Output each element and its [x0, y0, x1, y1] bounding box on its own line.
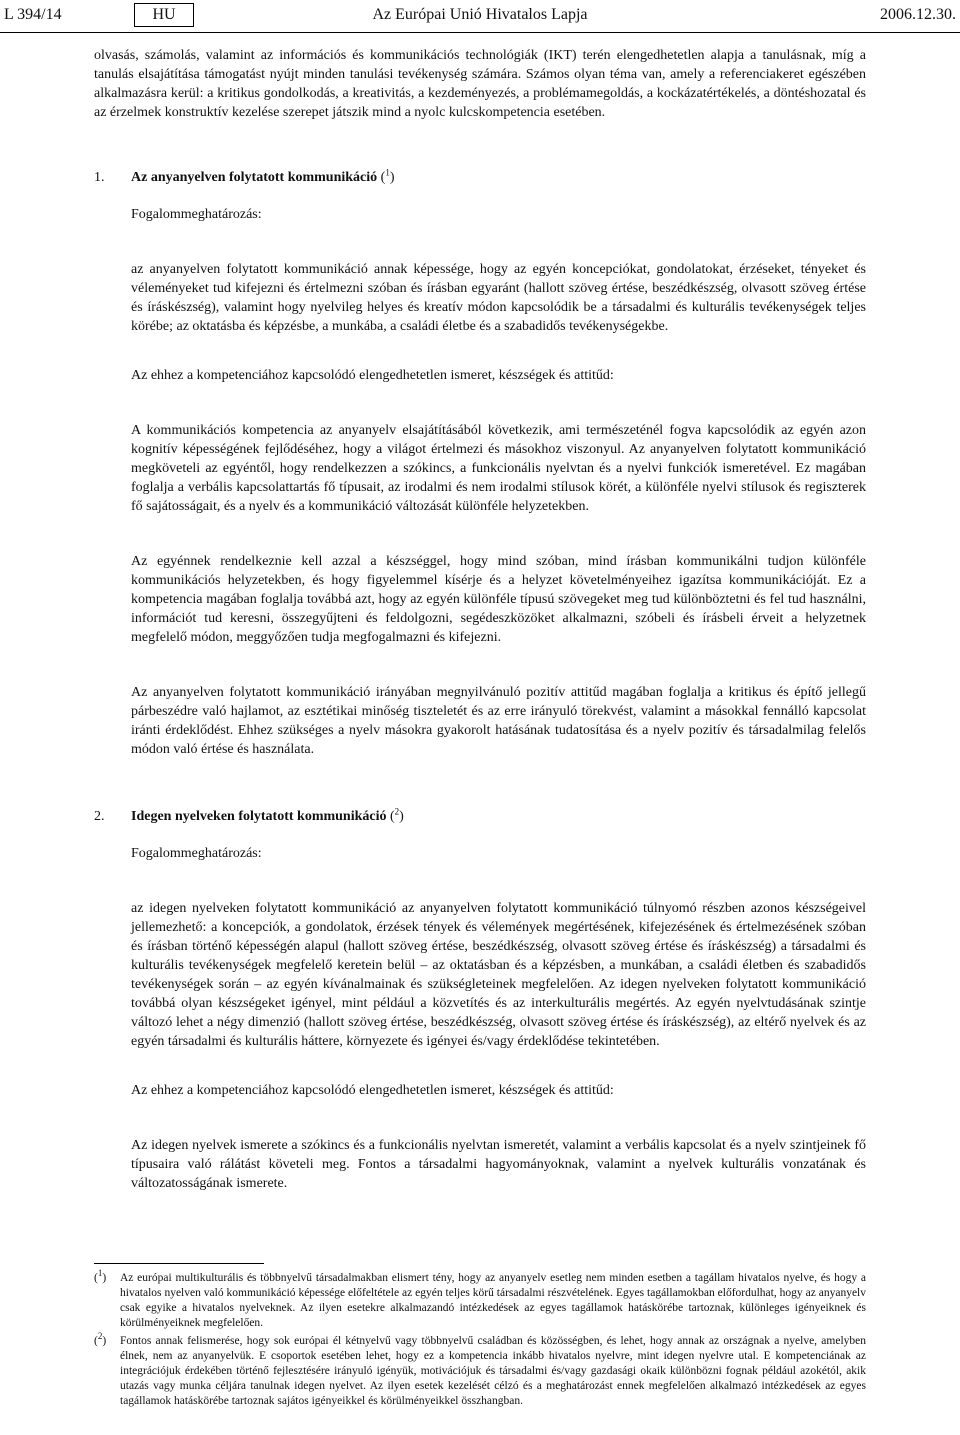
journal-reference: L 394/14	[4, 6, 62, 23]
section-title: Idegen nyelveken folytatott kommunikáció	[131, 809, 387, 824]
footnote-text: Az európai multikulturális és többnyelvű társadalmakban elismert tény, hogy az anyanyelv esetleg nem minden esetben a tagállam hivatalos nyelve, és hogy a hivatalos nyelven való kommunikáció képessége előfeltétele az egyén teljes körű társadalmi részvételének. Egyes tagállamokban előfordulhat, hogy az anyanyelv csak egyike a hivatalos nyelveknek. Az ilyen esetekre alkalmazandó intézkedések az egyes tagállamok hatáskörébe tartoznak, különleges igényeiknek és körülményeiknek megfelelően.	[120, 1272, 866, 1329]
footnote-reference[interactable]: 2	[394, 806, 400, 817]
knowledge-label: Az ehhez a kompetenciához kapcsolódó elengedhetetlen ismeret, készségek és attitűd:	[131, 368, 614, 383]
body-paragraph: A kommunikációs kompetencia az anyanyelv elsajátításából következik, ami természeténél fogva kapcsolódik az egyén azon kognitív képességének fejlődéséhez, hogy a világot értelmezi és másokhoz viszonyul. Az anyanyelven folytatott kommunikáció megköveteli az egyéntől, hogy rendelkezzen a szókincs, a funkcionális nyelvtan és a nyelvi funkciók ismeretével. Ez magában foglalja a verbális kapcsolattartás fő típusait, az irodalmi és nem irodalmi stílusok körét, a különféle nyelvi stílusok és regiszterek fő sajátosságait, és a nyelv és a kommunikáció változását különféle helyzetekben.	[131, 423, 866, 514]
section-1-heading: 1. Az anyanyelven folytatott kommunikáció ($^1$)	[94, 167, 395, 185]
body-paragraph: Az idegen nyelvek ismerete a szókincs és a funkcionális nyelvtan ismeretét, valamint a verbális kapcsolat és a nyelv szintjeinek fő típusaira való rálátást követeli meg. Fontos a társadalmi hagyományoknak, valamint a nyelvek kulturális vonzatának és változatosságának ismerete.	[131, 1138, 866, 1191]
journal-title: Az Európai Unió Hivatalos Lapja	[372, 6, 588, 23]
footnote-text: Fontos annak felismerése, hogy sok európai él kétnyelvű vagy többnyelvű családban és közösségben, és lehet, hogy annak az országnak a nyelve, amelyben élnek, nem az anyanyelvük. E csoportok esetében lehet, hogy ez a kompetencia inkább hivatalos nyelvre, mint idegen nyelvre utal. E kompetenciának az integrációjuk érdekében történő fejlesztésére irányuló igényük, motivációjuk és társadalmi és/vagy gazdasági okaik különbözni fognak például azokétól, akik utazás vagy munka céljára tanulnak idegen nyelvet. Az ilyen esetek kezelését célzó és a meghatározást ennek megfelelően alkalmazó intézkedések az egyes tagállamok hatáskörébe tartoznak sajátos igényeikkel és körülményeikkel összhangban.	[120, 1335, 866, 1407]
body-paragraph: Az anyanyelven folytatott kommunikáció irányában megnyilvánuló pozitív attitűd magában foglalja a kritikus és építő jellegű párbeszédre való hajlamot, az esztétikai minőség tiszteletét és az erre irányuló törekvést, valamint a másokkal fennálló kapcsolat iránti érdeklődést. Ehhez szükséges a nyelv másokra gyakorolt hatásának tudatosítása és a nyelv pozitív és társadalmilag felelős módon való értése és használata.	[131, 685, 866, 757]
document-body	[94, 46, 866, 1193]
section-number: 2.	[94, 809, 105, 824]
definition-paragraph: az anyanyelven folytatott kommunikáció annak képessége, hogy az egyén koncepciókat, gondolatokat, érzéseket, tényeket és véleményeket tud kifejezni és értelmezni szóban és írásban egyaránt (hallott szöveg értése, beszédkészség, olvasott szöveg értése és íráskészség), valamint hogy nyelvileg helyes és kreatív módon kapcsolódik be a társadalmi és kulturális tevékenységek teljes körébe; az oktatásba és képzésbe, a munkába, a családi életbe és a szabadidős tevékenységekbe.	[131, 262, 866, 334]
footnote-2: ($^2$) Fontos annak felismerése, hogy sok európai él kétnyelvű vagy többnyelvű családban és közösségben, és lehet, hogy annak az országnak a nyelve, amelyben élnek, nem az anyanyelvük. E csoportok esetében lehet, hogy ez a kompetencia inkább hivatalos nyelvre, mint idegen nyelvre utal. E kompetenciának az integrációjuk érdekében történő fejlesztésére irányuló igényük, motivációjuk és társadalmi és/vagy gazdasági okaik különbözni fognak például azokétól, akik utazás vagy munka céljára tanulnak idegen nyelvet. Az ilyen esetek kezelését célzó és a meghatározást ennek megfelelően alkalmazó intézkedések az egyes tagállamok hatáskörébe tartoznak sajátos igényeikkel és körülményeikkel összhangban.	[94, 1331, 866, 1407]
definition-label: Fogalommeghatározás:	[131, 207, 262, 222]
page-header	[0, 0, 960, 33]
footnote-1: ($^1$) Az európai multikulturális és többnyelvű társadalmakban elismert tény, hogy az anyanyelv esetleg nem minden esetben a tagállam hivatalos nyelve, és hogy a hivatalos nyelven való kommunikáció képessége előfeltétele az egyén teljes körű társadalmi részvételének. Egyes tagállamokban előfordulhat, hogy az anyanyelv csak egyike a hivatalos nyelveknek. Az ilyen esetekre alkalmazandó intézkedések az egyes tagállamok hatáskörébe tartoznak, különleges igényeiknek és körülményeiknek megfelelően.	[94, 1268, 866, 1329]
publication-date: 2006.12.30.	[880, 6, 956, 23]
footnote-mark: 1	[97, 1268, 103, 1279]
intro-paragraph: olvasás, számolás, valamint az információs és kommunikációs technológiák (IKT) terén elengedhetetlen alapja a tanulásnak, míg a tanulás elsajátítása támogatást nyújt minden tanulási tevékenység számára. Számos olyan téma van, amely a referenciakeret egészében alkalmazásra kerül: a kritikus gondolkodás, a kreativitás, a kezdeményezés, a problémamegoldás, a kockázatértékelés, a döntéshozatal és az érzelmek konstruktív kezelése szerepet játszik mind a nyolc kulcskompetencia esetében.	[94, 48, 866, 120]
section-title: Az anyanyelven folytatott kommunikáció	[131, 170, 378, 185]
body-paragraph: Az egyénnek rendelkeznie kell azzal a készséggel, hogy mind szóban, mind írásban kommunikálni tudjon különféle kommunikációs helyzetekben, és hogy figyelemmel kísérje és a helyzet követelményeihez igazítsa kommunikációját. Ez a kompetencia magában foglalja továbbá azt, hogy az egyén különféle típusú szövegeket meg tud különböztetni és fel tud használni, információt tud keresni, összegyűjteni és feldolgozni, segédeszközöket alkalmazni, szóbeli és írásbeli érveit a helyzetnek megfelelő módon, meggyőzően tudja megfogalmazni és kifejezni.	[131, 554, 866, 645]
footnote-reference[interactable]: 1	[385, 167, 390, 178]
footnote-divider	[94, 1263, 264, 1264]
definition-label: Fogalommeghatározás:	[131, 846, 262, 861]
definition-paragraph: az idegen nyelveken folytatott kommunikáció az anyanyelven folytatott kommunikáció túlnyomó részben azonos készségeivel jellemezhető: a koncepciók, a gondolatok, érzések tények és vélemények megértésének, kifejezésének és értelmezésének szóban és írásban történő képességén alapul (hallott szöveg értése, beszédkészség, olvasott szöveg értése és íráskészség) a társadalmi és kulturális tevékenységek megfelelő keretein belül – az oktatásban és a képzésben, a munkában, a családi életben és szabadidős tevékenységek során – az egyén kívánalmainak és szükségleteinek megfelelően. Az idegen nyelveken folytatott kommunikáció továbbá olyan készségeket igényel, mint például a közvetítés és az interkulturális megértés. Az egyén nyelvtudásának szintje változó lehet a négy dimenzió (hallott szöveg értése, beszédkészség, olvasott szöveg értése és íráskészség), az eltérő nyelvek és az egyén társadalmi és kulturális háttere, környezete és igényei és/vagy érdeklődése tekintetében.	[131, 901, 866, 1049]
footnote-mark: 2	[97, 1331, 103, 1342]
section-2-heading: 2. Idegen nyelveken folytatott kommunikáció ($^2$)	[94, 806, 404, 824]
footnotes	[94, 1268, 866, 1412]
section-number: 1.	[94, 170, 105, 185]
knowledge-label: Az ehhez a kompetenciához kapcsolódó elengedhetetlen ismeret, készségek és attitűd:	[131, 1083, 614, 1098]
language-box: HU	[134, 3, 194, 27]
